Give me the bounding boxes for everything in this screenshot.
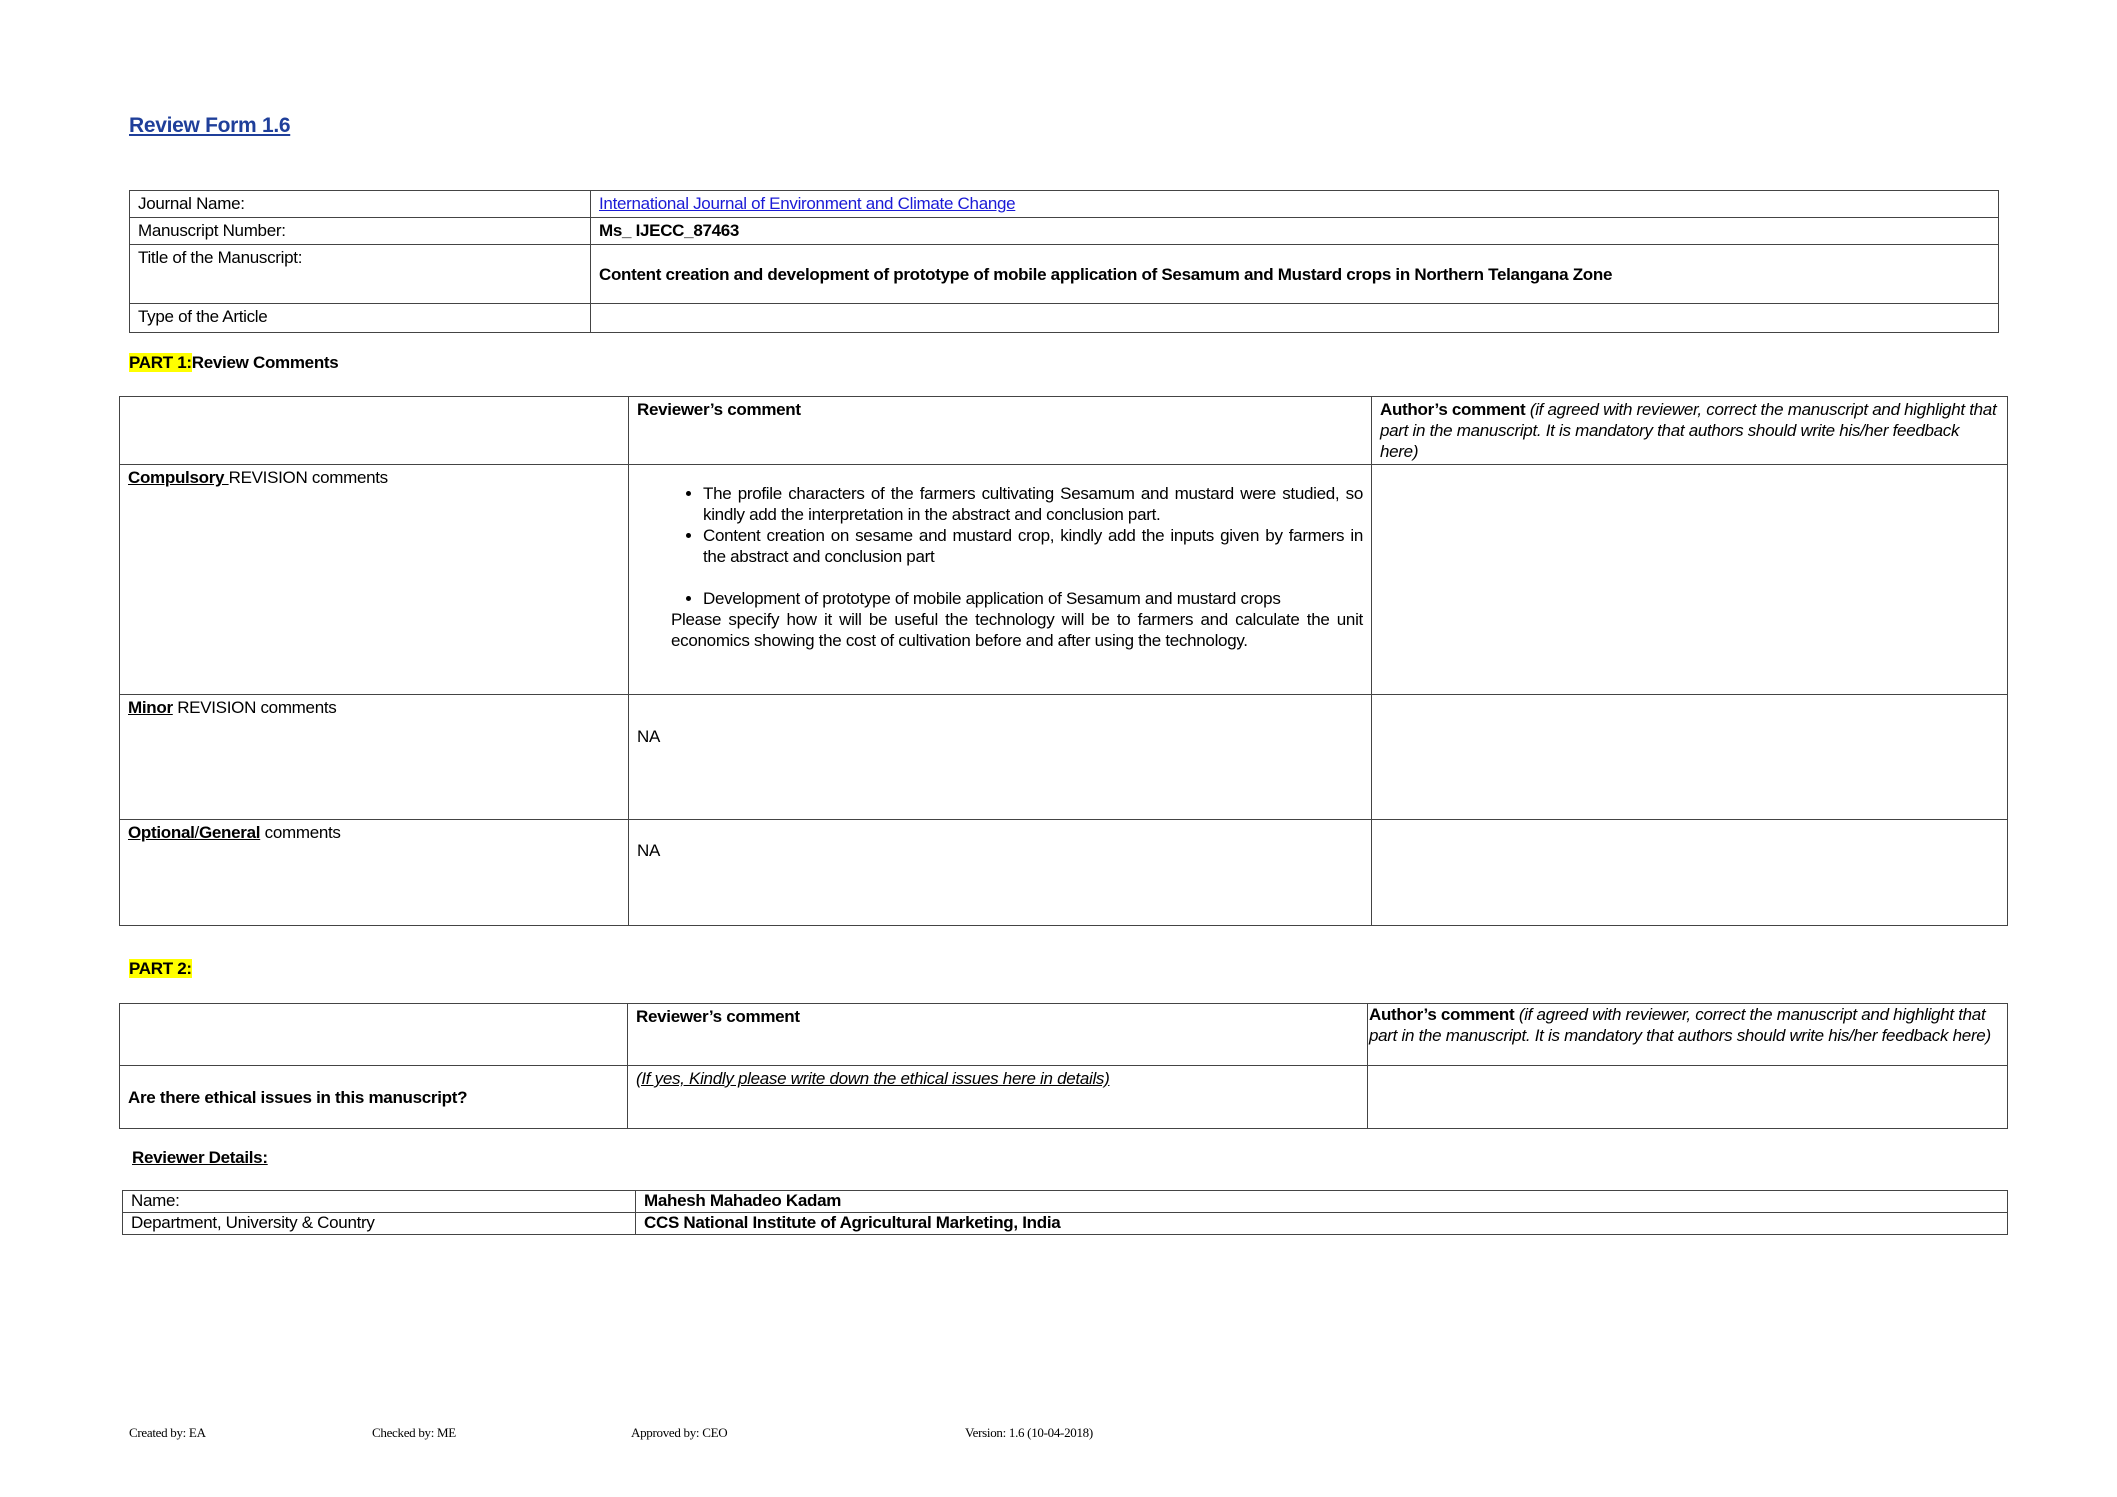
ethics-question: Are there ethical issues in this manuscript? [128,1087,468,1107]
comment-item: • Development of prototype of mobile application of Sesamum and mustard crops [703,588,1363,609]
footer-version: Version: 1.6 (10-04-2018) [965,1425,1093,1440]
author-response-minor[interactable] [1372,695,2008,820]
ethics-table [119,1003,2008,1129]
reviewer-name: Mahesh Mahadeo Kadam [644,1191,842,1210]
reviewer-comment-header: Reviewer’s comment [637,400,801,419]
manuscript-number: Ms_ IJECC_87463 [599,221,740,240]
compulsory-label: Compulsory REVISION comments [120,465,629,695]
dept-label: Department, University & Country [123,1213,636,1235]
author-comment-header: Author’s comment (if agreed with reviewer, correct the manuscript and highlight that part in the manuscript. It is mandatory that authors should write his/her feedback here) [1372,397,2008,465]
reviewer-dept: CCS National Institute of Agricultural Marketing, India [644,1213,1061,1232]
compulsory-comments [629,465,1372,695]
footer-approved: Approved by: CEO [631,1425,728,1440]
comment-item: • The profile characters of the farmers cultivating Sesamum and mustard were studied, so kindly add the interpretation in the abstract and conclusion part. [703,483,1363,525]
author-comment-header: Author’s comment (if agreed with reviewer, correct the manuscript and highlight that part in the manuscript. It is mandatory that authors should write his/her feedback here) [1368,1004,2008,1066]
journal-label: Journal Name: [130,191,591,218]
minor-label: Minor REVISION comments [120,695,629,820]
minor-comments: NA [629,695,1372,820]
reviewer-details-table [122,1190,2008,1235]
author-response-optional[interactable] [1372,820,2008,926]
ethics-hint: (If yes, Kindly please write down the ethical issues here in details) [636,1069,1110,1088]
author-response-compulsory[interactable] [1372,465,2008,695]
part1-heading: PART 1:Review Comments [129,353,339,372]
reviewer-details-heading: Reviewer Details: [132,1148,268,1167]
number-label: Manuscript Number: [130,218,591,245]
manuscript-title: Content creation and development of prototype of mobile application of Sesamum and Mustard crops in Northern Telangana Zone [599,264,1613,284]
name-label: Name: [123,1191,636,1213]
optional-label: Optional/General comments [120,820,629,926]
optional-comments: NA [629,820,1372,926]
footer-checked: Checked by: ME [372,1425,456,1440]
review-comments-table [119,396,2008,926]
form-title: Review Form 1.6 [129,114,291,137]
journal-link[interactable]: International Journal of Environment and Climate Change [599,194,1016,213]
author-response-ethics[interactable] [1368,1066,2008,1129]
comment-tail: Please specify how it will be useful the technology will be to farmers and calculate the unit economics showing the cost of cultivation before and after using the technology. [671,610,1363,650]
reviewer-comment-header: Reviewer’s comment [636,1007,800,1026]
manuscript-info-table [129,190,1999,333]
title-label: Title of the Manuscript: [130,245,591,304]
part2-heading: PART 2: [129,959,192,978]
type-label: Type of the Article [130,304,591,333]
type-value[interactable] [591,304,1999,333]
comment-item: • Content creation on sesame and mustard crop, kindly add the inputs given by farmers in the abstract and conclusion part [703,525,1363,567]
footer-created: Created by: EA [129,1425,206,1440]
